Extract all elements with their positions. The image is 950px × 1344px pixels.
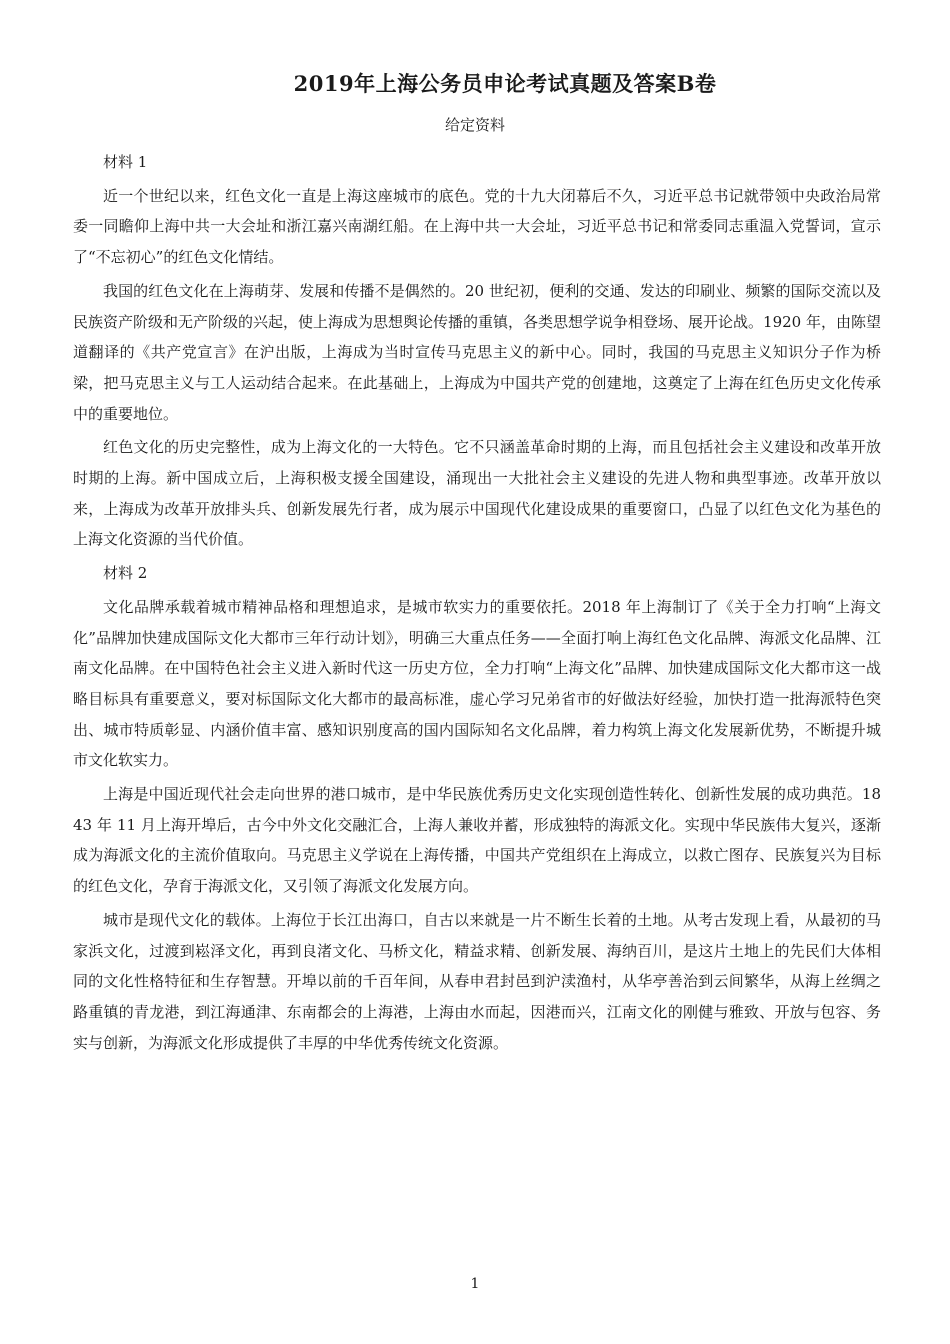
material-2-paragraph-3: 城市是现代文化的载体。上海位于长江出海口，自古以来就是一片不断生长着的土地。从考古发现上看，从最初的马家浜文化，过渡到崧泽文化，再到良渚文化、马桥文化，精益求精、创新发展、海纳百川，是这片土地上的先民们大体相同的文化性格特征和生存智慧。开埠以前的千百年间，从春申君封邑到沪渎渔村，从华亭善治到云间繁华，从海上丝绸之路重镇的青龙港，到江海通津、东南都会的上海港，上海由水而起，因港而兴，江南文化的刚健与雅致、开放与包容、务实与创新，为海派文化形成提供了丰厚的中华优秀传统文化资源。 <box>73 910 881 1052</box>
material-1-paragraph-3: 红色文化的历史完整性，成为上海文化的一大特色。它不只涵盖革命时期的上海，而且包括社会主义建设和改革开放时期的上海。新中国成立后，上海积极支援全国建设，涌现出一大批社会主义建设的先进人物和典型事迹。改革开放以来，上海成为改革开放排头兵、创新发展先行者，成为展示中国现代化建设成果的重要窗口，凸显了以红色文化为基色的上海文化资源的当代价值。 <box>73 438 881 549</box>
material-1-paragraph-2: 我国的红色文化在上海萌芽、发展和传播不是偶然的。20 世纪初，便利的交通、发达的印刷业、频繁的国际交流以及民族资产阶级和无产阶级的兴起，使上海成为思想舆论传播的重镇，各类思想学说争相登场、展开论战。1920 年，由陈望道翻译的《共产党宣言》在沪出版，上海成为当时宣传马克思主义的新中心。同时，我国的马克思主义知识分子作为桥梁，把马克思主义与工人运动结合起来。在此基础上，上海成为中国共产党的创建地，这奠定了上海在红色历史文化传承中的重要地位。 <box>73 281 881 423</box>
material-1-paragraph-1: 近一个世纪以来，红色文化一直是上海这座城市的底色。党的十九大闭幕后不久，习近平总书记就带领中央政治局常委一同瞻仰上海中共一大会址和浙江嘉兴南湖红船。在上海中共一大会址，习近平总书记和常委同志重温入党誓词，宣示了“不忘初心”的红色文化情结。 <box>73 186 881 267</box>
document-subtitle: 给定资料 <box>444 116 505 134</box>
document-title: 2019年上海公务员申论考试真题及答案B卷 <box>293 71 717 96</box>
material-1-label: 材料 1 <box>103 153 148 171</box>
material-2-label: 材料 2 <box>103 564 148 583</box>
page-number: 1 <box>470 1276 480 1292</box>
material-2-paragraph-1: 文化品牌承载着城市精神品格和理想追求，是城市软实力的重要依托。2018 年上海制订了《关于全力打响“上海文化”品牌加快建成国际文化大都市三年行动计划》，明确三大重点任务——全面打响上海红色文化品牌、海派文化品牌、江南文化品牌。在中国特色社会主义进入新时代这一历史方位，全力打响“上海文化”品牌、加快建成国际文化大都市这一战略目标具有重要意义，要对标国际文化大都市的最高标准，虚心学习兄弟省市的好做法好经验，加快打造一批海派特色突出、城市特质彰显、内涵价值丰富、感知识别度高的国内国际知名文化品牌，着力构筑上海文化发展新优势，不断提升城市文化软实力。 <box>73 597 881 770</box>
document-body <box>73 147 881 1061</box>
material-2-paragraph-2: 上海是中国近现代社会走向世界的港口城市，是中华民族优秀历史文化实现创造性转化、创新性发展的成功典范。1843 年 11 月上海开埠后，古今中外文化交融汇合，上海人兼收并蓄，形成独特的海派文化。实现中华民族伟大复兴，逐渐成为海派文化的主流价值取向。马克思主义学说在上海传播，中国共产党组织在上海成立，以救亡图存、民族复兴为目标的红色文化，孕育于海派文化，又引领了海派文化发展方向。 <box>73 785 881 896</box>
